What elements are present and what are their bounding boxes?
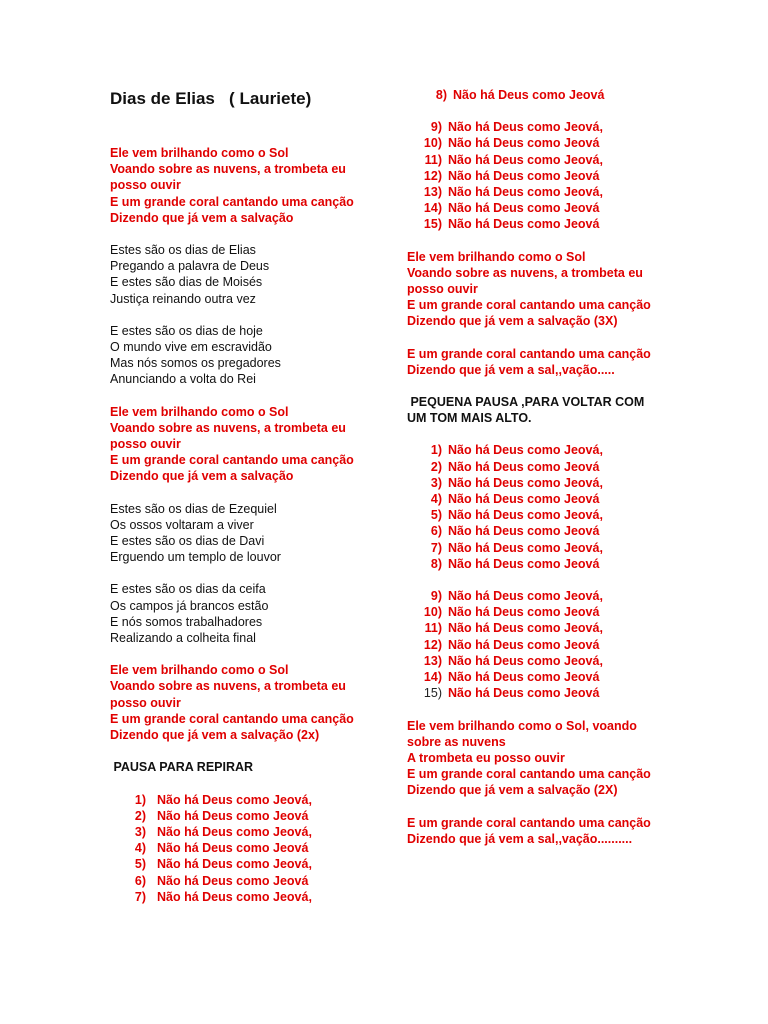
list-item bbox=[407, 168, 687, 184]
lyric-line: Mas nós somos os pregadores bbox=[110, 356, 281, 371]
numbered-list bbox=[407, 119, 687, 232]
list-item bbox=[110, 808, 390, 824]
lyric-line: Voando sobre as nuvens, a trombeta eu bbox=[407, 265, 643, 280]
list-number: 4) bbox=[134, 841, 146, 856]
lyric-line: Ele vem brilhando como o Sol, voando bbox=[407, 718, 637, 733]
lyric-line: Dizendo que já vem a sal,,vação.......... bbox=[407, 831, 633, 846]
lyric-line: posso ouvir bbox=[407, 282, 478, 297]
lyric-line: Ele vem brilhando como o Sol bbox=[110, 663, 289, 678]
list-text: Não há Deus como Jeová bbox=[448, 637, 600, 652]
verse-block bbox=[110, 501, 390, 566]
list-number: 15) bbox=[423, 217, 442, 232]
list-text: Não há Deus como Jeová bbox=[157, 841, 309, 856]
chorus-block bbox=[110, 662, 390, 743]
list-text: Não há Deus como Jeová bbox=[157, 873, 309, 888]
list-number: 11) bbox=[424, 152, 442, 167]
list-item bbox=[407, 459, 687, 475]
lyric-line: Anunciando a volta do Rei bbox=[110, 372, 256, 387]
list-number: 13) bbox=[423, 185, 442, 200]
lyric-line: E estes são os dias de hoje bbox=[110, 323, 263, 338]
lyric-line: E um grande coral cantando uma canção bbox=[407, 298, 651, 313]
list-text: Não há Deus como Jeová, bbox=[157, 824, 312, 839]
lyric-line: Ele vem brilhando como o Sol bbox=[110, 404, 289, 419]
list-item bbox=[407, 119, 687, 135]
ending-block bbox=[407, 815, 687, 847]
pause-heading bbox=[407, 394, 687, 426]
list-text: Não há Deus como Jeová bbox=[448, 524, 600, 539]
chorus-block bbox=[110, 145, 390, 226]
lyric-line: Dizendo que já vem a sal,,vação..... bbox=[407, 362, 615, 377]
list-text: Não há Deus como Jeová bbox=[453, 88, 605, 102]
list-text: Não há Deus como Jeová bbox=[448, 168, 600, 183]
numbered-list bbox=[407, 588, 687, 701]
numbered-list bbox=[407, 442, 687, 572]
chorus-block bbox=[407, 249, 687, 330]
lyric-line: Dizendo que já vem a salvação (2X) bbox=[407, 783, 618, 798]
list-item bbox=[407, 604, 687, 620]
lyric-line: Voando sobre as nuvens, a trombeta eu bbox=[110, 420, 346, 435]
list-item bbox=[407, 491, 687, 507]
list-number: 2) bbox=[430, 459, 442, 474]
list-item bbox=[407, 216, 687, 232]
list-number: 2) bbox=[134, 808, 146, 823]
list-item bbox=[110, 889, 390, 905]
list-item bbox=[407, 135, 687, 151]
ending-block bbox=[407, 346, 687, 378]
lyric-line: Pregando a palavra de Deus bbox=[110, 259, 270, 274]
list-item bbox=[110, 824, 390, 840]
list-number: 1) bbox=[430, 443, 442, 458]
list-item bbox=[407, 669, 687, 685]
list-text: Não há Deus como Jeová bbox=[448, 556, 600, 571]
lyric-line: Os ossos voltaram a viver bbox=[110, 517, 254, 532]
numbered-list bbox=[110, 792, 390, 905]
list-text: Não há Deus como Jeová bbox=[448, 459, 600, 474]
list-text: Não há Deus como Jeová, bbox=[448, 653, 603, 668]
list-text: Não há Deus como Jeová, bbox=[448, 475, 603, 490]
list-number: 1) bbox=[134, 792, 146, 807]
list-number: 3) bbox=[430, 475, 442, 490]
list-item bbox=[407, 184, 687, 200]
list-text: Não há Deus como Jeová bbox=[448, 201, 600, 216]
list-text: Não há Deus como Jeová bbox=[157, 808, 309, 823]
list-number: 13) bbox=[423, 653, 442, 668]
lyric-line: Dizendo que já vem a salvação (2x) bbox=[110, 728, 320, 743]
list-text: Não há Deus como Jeová, bbox=[448, 540, 603, 555]
lyric-line: sobre as nuvens bbox=[407, 734, 506, 749]
lyric-line: Voando sobre as nuvens, a trombeta eu bbox=[110, 162, 346, 177]
list-number: 8) bbox=[435, 88, 447, 102]
lyric-line: E um grande coral cantando uma canção bbox=[407, 346, 651, 361]
lyric-line: Ele vem brilhando como o Sol bbox=[407, 249, 586, 264]
list-number: 3) bbox=[134, 824, 146, 839]
list-item bbox=[407, 200, 687, 216]
list-item bbox=[407, 87, 687, 103]
list-number: 11) bbox=[424, 621, 442, 636]
list-text: Não há Deus como Jeová bbox=[448, 136, 600, 151]
list-item bbox=[407, 653, 687, 669]
lyric-line: E um grande coral cantando uma canção bbox=[110, 711, 354, 726]
list-number: 10) bbox=[423, 605, 442, 620]
list-item bbox=[110, 856, 390, 872]
chorus-block bbox=[110, 404, 390, 485]
list-item bbox=[407, 523, 687, 539]
lyric-line: E um grande coral cantando uma canção bbox=[407, 767, 651, 782]
list-text: Não há Deus como Jeová, bbox=[157, 889, 312, 904]
list-item bbox=[407, 442, 687, 458]
lyric-line: posso ouvir bbox=[110, 695, 181, 710]
list-item bbox=[407, 556, 687, 572]
lyric-line: A trombeta eu posso ouvir bbox=[407, 750, 565, 765]
lyric-line: Realizando a colheita final bbox=[110, 631, 256, 646]
list-item bbox=[110, 873, 390, 889]
lyric-line: Dizendo que já vem a salvação bbox=[110, 210, 294, 225]
song-title: Dias de Elias ( Lauriete) bbox=[110, 89, 312, 108]
lyric-line: E um grande coral cantando uma canção bbox=[110, 453, 354, 468]
list-text: Não há Deus como Jeová, bbox=[448, 185, 603, 200]
lyric-line: UM TOM MAIS ALTO. bbox=[407, 411, 532, 426]
list-item bbox=[407, 620, 687, 636]
lyric-line: posso ouvir bbox=[110, 437, 181, 452]
lyric-line: E um grande coral cantando uma canção bbox=[110, 194, 354, 209]
list-number: 15) bbox=[423, 686, 442, 701]
lyric-line: Ele vem brilhando como o Sol bbox=[110, 146, 289, 160]
lyric-line: Os campos já brancos estão bbox=[110, 598, 269, 613]
list-text: Não há Deus como Jeová, bbox=[448, 621, 603, 636]
lyric-line: Dizendo que já vem a salvação bbox=[110, 469, 294, 484]
list-item bbox=[110, 792, 390, 808]
list-text: Não há Deus como Jeová bbox=[448, 492, 600, 507]
list-item bbox=[407, 685, 687, 701]
list-item bbox=[407, 588, 687, 604]
list-number: 9) bbox=[430, 120, 442, 135]
verse-block bbox=[110, 323, 390, 388]
list-text: Não há Deus como Jeová bbox=[448, 217, 600, 232]
lyric-line: O mundo vive em escravidão bbox=[110, 340, 272, 355]
list-text: Não há Deus como Jeová, bbox=[157, 857, 312, 872]
verse-block bbox=[110, 581, 390, 646]
list-item bbox=[407, 507, 687, 523]
right-column bbox=[407, 87, 687, 863]
lyric-line: E estes são os dias de Davi bbox=[110, 534, 265, 549]
verse-block bbox=[110, 242, 390, 307]
list-number: 7) bbox=[134, 889, 146, 904]
list-number: 14) bbox=[423, 670, 442, 685]
chorus-block bbox=[407, 718, 687, 799]
list-item bbox=[407, 637, 687, 653]
lyric-line: posso ouvir bbox=[110, 178, 181, 193]
pause-heading: PAUSA PARA REPIRAR bbox=[110, 760, 254, 775]
lyric-line: E um grande coral cantando uma canção bbox=[407, 815, 651, 830]
list-number: 5) bbox=[134, 857, 146, 872]
list-number: 12) bbox=[423, 637, 442, 652]
lyric-line: PEQUENA PAUSA ,PARA VOLTAR COM bbox=[407, 395, 645, 410]
list-number: 14) bbox=[423, 201, 442, 216]
list-text: Não há Deus como Jeová, bbox=[448, 508, 603, 523]
list-text: Não há Deus como Jeová, bbox=[448, 589, 603, 604]
list-text: Não há Deus como Jeová, bbox=[448, 152, 603, 167]
lyric-line: Voando sobre as nuvens, a trombeta eu bbox=[110, 679, 346, 694]
list-number: 5) bbox=[430, 508, 442, 523]
numbered-list bbox=[407, 87, 687, 103]
lyric-line: E estes são os dias da ceifa bbox=[110, 582, 266, 597]
lyric-line: E nós somos trabalhadores bbox=[110, 614, 263, 629]
list-text: Não há Deus como Jeová, bbox=[157, 792, 312, 807]
lyric-line: Justiça reinando outra vez bbox=[110, 291, 256, 306]
list-item bbox=[407, 475, 687, 491]
list-number: 6) bbox=[134, 873, 146, 888]
lyric-line: Dizendo que já vem a salvação (3X) bbox=[407, 314, 618, 329]
lyric-line: Estes são os dias de Ezequiel bbox=[110, 501, 277, 516]
list-item bbox=[110, 840, 390, 856]
list-text: Não há Deus como Jeová bbox=[448, 670, 600, 685]
list-number: 8) bbox=[430, 556, 442, 571]
list-item bbox=[407, 540, 687, 556]
list-number: 7) bbox=[430, 540, 442, 555]
list-text: Não há Deus como Jeová, bbox=[448, 443, 603, 458]
list-number: 12) bbox=[423, 168, 442, 183]
list-number: 10) bbox=[423, 136, 442, 151]
list-number: 9) bbox=[430, 589, 442, 604]
list-text: Não há Deus como Jeová, bbox=[448, 120, 603, 135]
list-number: 4) bbox=[430, 492, 442, 507]
list-text: Não há Deus como Jeová bbox=[448, 686, 600, 701]
list-number: 6) bbox=[430, 524, 442, 539]
list-text: Não há Deus como Jeová bbox=[448, 605, 600, 620]
lyric-line: E estes são dias de Moisés bbox=[110, 275, 263, 290]
lyric-line: Erguendo um templo de louvor bbox=[110, 550, 281, 565]
left-column bbox=[110, 88, 390, 921]
list-item bbox=[407, 152, 687, 168]
lyric-line: Estes são os dias de Elias bbox=[110, 243, 256, 258]
